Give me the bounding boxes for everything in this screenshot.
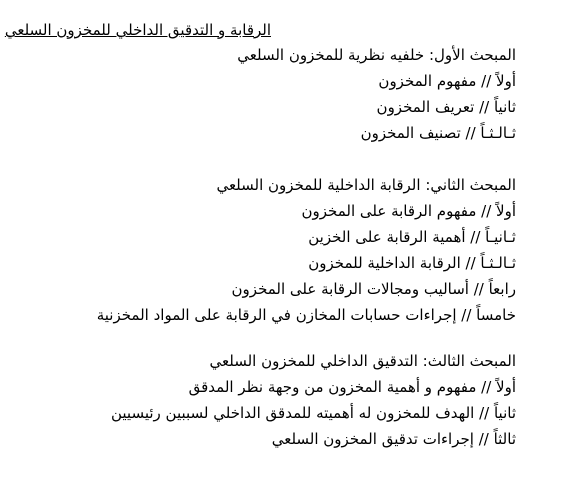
section-1 bbox=[237, 42, 516, 146]
section-2 bbox=[97, 172, 516, 328]
section-item: ثالثاً // إجراءات تدقيق المخزون السلعي bbox=[271, 430, 516, 448]
section-item: ثـانيـاً // أهمية الرقابة على الخزين bbox=[308, 228, 516, 246]
section-item: ثانياً // الهدف للمخزون له أهميته للمدقق الداخلي لسببين رئيسيين bbox=[110, 404, 516, 422]
document-title: الرقابة و التدقيق الداخلي للمخزون السلعي bbox=[4, 21, 271, 39]
section-item: ثانياً // تعريف المخزون bbox=[376, 98, 516, 116]
section-heading: المبحث الثالث: التدقيق الداخلي للمخزون السلعي bbox=[209, 352, 516, 370]
section-heading: المبحث الثاني: الرقابة الداخلية للمخزون السلعي bbox=[216, 176, 516, 194]
section-item: أولاً // مفهوم و أهمية المخزون من وجهة نظر المدقق bbox=[188, 378, 516, 396]
section-item: أولاً // مفهوم الرقابة على المخزون bbox=[301, 202, 516, 220]
section-item: ثـالـثـاً // الرقابة الداخلية للمخزون bbox=[308, 254, 516, 272]
section-item: رابعاً // أساليب ومجالات الرقابة على المخزون bbox=[231, 280, 516, 298]
section-item: أولاً // مفهوم المخزون bbox=[378, 72, 516, 90]
section-item: ثـالـثـاً // تصنيف المخزون bbox=[360, 124, 516, 142]
section-heading: المبحث الأول: خلفيه نظرية للمخزون السلعي bbox=[237, 46, 516, 64]
section-3 bbox=[111, 348, 516, 452]
section-item: خامساً // إجراءات حسابات المخازن في الرقابة على المواد المخزنية bbox=[96, 306, 516, 324]
